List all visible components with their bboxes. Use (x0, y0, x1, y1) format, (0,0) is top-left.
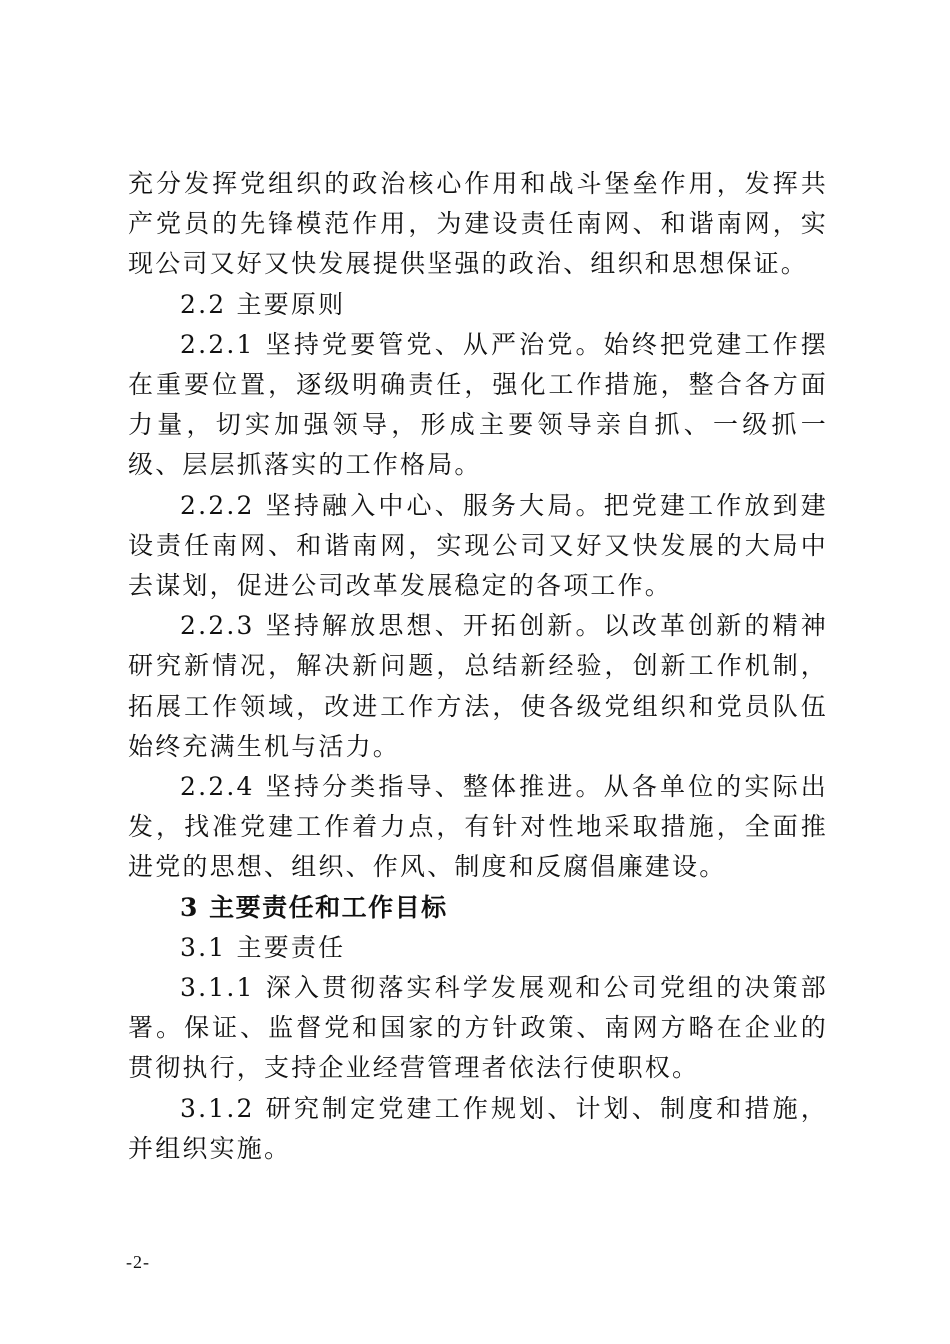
paragraph-2-2-3: 2.2.3 坚持解放思想、开拓创新。以改革创新的精神研究新情况，解决新问题，总结新经验，创新工作机制，拓展工作领域，改进工作方法，使各级党组织和党员队伍始终充满生机与活力。 (128, 611, 828, 761)
page-number: -2- (126, 1252, 150, 1272)
document-page (128, 164, 828, 1169)
paragraph-2-2-4: 2.2.4 坚持分类指导、整体推进。从各单位的实际出发，找准党建工作着力点，有针对性地采取措施，全面推进党的思想、组织、作风、制度和反腐倡廉建设。 (128, 772, 828, 882)
paragraph-2-2-1: 2.2.1 坚持党要管党、从严治党。始终把党建工作摆在重要位置，逐级明确责任，强化工作措施，整合各方面力量，切实加强领导，形成主要领导亲自抓、一级抓一级、层层抓落实的工作格局。 (128, 329, 828, 480)
paragraph-3-1-1: 3.1.1 深入贯彻落实科学发展观和公司党组的决策部署。保证、监督党和国家的方针政策、南网方略在企业的贯彻执行，支持企业经营管理者依法行使职权。 (128, 973, 828, 1083)
subheading-3-1: 3.1 主要责任 (180, 932, 346, 962)
paragraph-2-2-2: 2.2.2 坚持融入中心、服务大局。把党建工作放到建设责任南网、和谐南网，实现公司又好又快发展的大局中去谋划，促进公司改革发展稳定的各项工作。 (128, 490, 828, 601)
subheading-2-2: 2.2 主要原则 (180, 289, 346, 319)
paragraph-3-1-2: 3.1.2 研究制定党建工作规划、计划、制度和措施，并组织实施。 (128, 1093, 828, 1163)
paragraph-continuation: 充分发挥党组织的政治核心作用和战斗堡垒作用，发挥共产党员的先锋模范作用，为建设责任南网、和谐南网，实现公司又好又快发展提供坚强的政治、组织和思想保证。 (128, 169, 828, 279)
section-heading-3: 3 主要责任和工作目标 (180, 892, 448, 922)
